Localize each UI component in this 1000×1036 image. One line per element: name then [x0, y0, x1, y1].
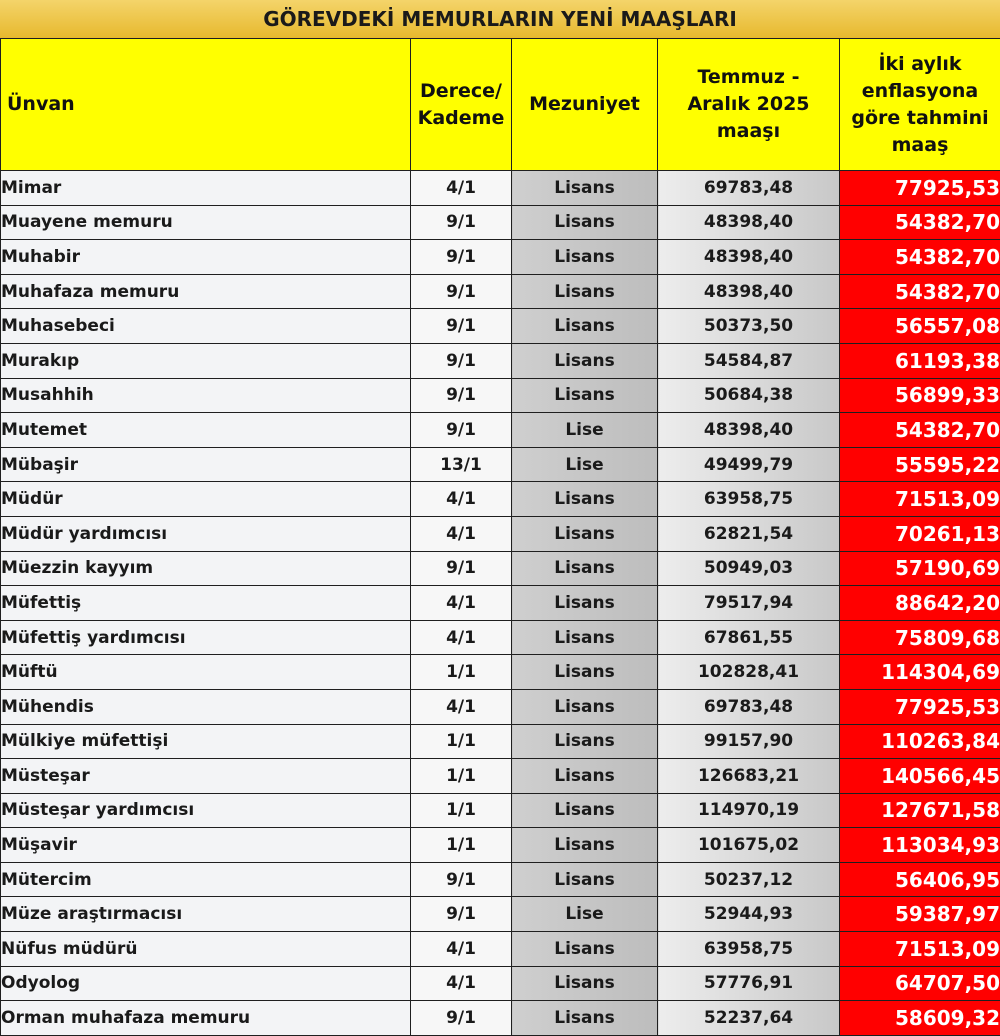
cell-estimated-salary: 77925,53 [840, 689, 1000, 724]
cell-derece-kademe: 4/1 [411, 586, 512, 621]
cell-current-salary: 101675,02 [658, 828, 840, 863]
cell-derece-kademe: 9/1 [411, 897, 512, 932]
table-row [1, 413, 1000, 448]
cell-unvan: Müftü [1, 655, 411, 690]
cell-unvan: Mimar [1, 171, 411, 206]
cell-mezuniyet: Lisans [512, 828, 658, 863]
cell-unvan: Mübaşir [1, 447, 411, 482]
cell-derece-kademe: 1/1 [411, 759, 512, 794]
cell-current-salary: 114970,19 [658, 793, 840, 828]
cell-mezuniyet: Lisans [512, 482, 658, 517]
cell-unvan: Muhabir [1, 240, 411, 275]
table-row [1, 205, 1000, 240]
cell-current-salary: 63958,75 [658, 482, 840, 517]
cell-current-salary: 54584,87 [658, 343, 840, 378]
cell-mezuniyet: Lisans [512, 309, 658, 344]
cell-current-salary: 52237,64 [658, 1001, 840, 1036]
cell-mezuniyet: Lise [512, 413, 658, 448]
cell-derece-kademe: 9/1 [411, 862, 512, 897]
cell-estimated-salary: 127671,58 [840, 793, 1000, 828]
cell-unvan: Muhafaza memuru [1, 274, 411, 309]
salary-table [0, 38, 1000, 1036]
cell-estimated-salary: 140566,45 [840, 759, 1000, 794]
cell-unvan: Müezzin kayyım [1, 551, 411, 586]
cell-estimated-salary: 88642,20 [840, 586, 1000, 621]
cell-current-salary: 102828,41 [658, 655, 840, 690]
cell-estimated-salary: 56899,33 [840, 378, 1000, 413]
cell-derece-kademe: 9/1 [411, 240, 512, 275]
cell-mezuniyet: Lisans [512, 551, 658, 586]
cell-estimated-salary: 54382,70 [840, 413, 1000, 448]
cell-derece-kademe: 4/1 [411, 482, 512, 517]
cell-mezuniyet: Lisans [512, 516, 658, 551]
table-row [1, 482, 1000, 517]
cell-derece-kademe: 4/1 [411, 516, 512, 551]
cell-estimated-salary: 59387,97 [840, 897, 1000, 932]
table-row [1, 620, 1000, 655]
cell-derece-kademe: 9/1 [411, 274, 512, 309]
cell-unvan: Müfettiş [1, 586, 411, 621]
cell-unvan: Müdür [1, 482, 411, 517]
cell-unvan: Müze araştırmacısı [1, 897, 411, 932]
cell-estimated-salary: 54382,70 [840, 240, 1000, 275]
cell-current-salary: 79517,94 [658, 586, 840, 621]
cell-mezuniyet: Lisans [512, 966, 658, 1001]
cell-estimated-salary: 75809,68 [840, 620, 1000, 655]
cell-derece-kademe: 13/1 [411, 447, 512, 482]
cell-mezuniyet: Lisans [512, 862, 658, 897]
cell-unvan: Muhasebeci [1, 309, 411, 344]
cell-mezuniyet: Lisans [512, 586, 658, 621]
header-derece-kademe: Derece/ Kademe [411, 39, 512, 171]
cell-mezuniyet: Lisans [512, 793, 658, 828]
cell-estimated-salary: 54382,70 [840, 205, 1000, 240]
header-mezuniyet: Mezuniyet [512, 39, 658, 171]
cell-current-salary: 69783,48 [658, 171, 840, 206]
cell-estimated-salary: 113034,93 [840, 828, 1000, 863]
cell-current-salary: 48398,40 [658, 240, 840, 275]
cell-mezuniyet: Lisans [512, 1001, 658, 1036]
cell-derece-kademe: 4/1 [411, 966, 512, 1001]
table-row [1, 586, 1000, 621]
cell-mezuniyet: Lise [512, 447, 658, 482]
cell-derece-kademe: 1/1 [411, 655, 512, 690]
cell-current-salary: 67861,55 [658, 620, 840, 655]
cell-derece-kademe: 9/1 [411, 205, 512, 240]
header-unvan: Ünvan [1, 39, 411, 171]
header-row [1, 39, 1000, 171]
cell-current-salary: 57776,91 [658, 966, 840, 1001]
cell-mezuniyet: Lisans [512, 689, 658, 724]
cell-mezuniyet: Lisans [512, 620, 658, 655]
table-row [1, 828, 1000, 863]
cell-current-salary: 48398,40 [658, 274, 840, 309]
cell-unvan: Odyolog [1, 966, 411, 1001]
table-row [1, 655, 1000, 690]
table-row [1, 897, 1000, 932]
cell-estimated-salary: 56557,08 [840, 309, 1000, 344]
cell-unvan: Orman muhafaza memuru [1, 1001, 411, 1036]
cell-derece-kademe: 9/1 [411, 343, 512, 378]
cell-unvan: Mütercim [1, 862, 411, 897]
cell-mezuniyet: Lisans [512, 759, 658, 794]
table-row [1, 274, 1000, 309]
cell-estimated-salary: 77925,53 [840, 171, 1000, 206]
cell-estimated-salary: 61193,38 [840, 343, 1000, 378]
cell-current-salary: 50237,12 [658, 862, 840, 897]
cell-mezuniyet: Lisans [512, 343, 658, 378]
cell-unvan: Müşavir [1, 828, 411, 863]
cell-mezuniyet: Lisans [512, 205, 658, 240]
cell-unvan: Müdür yardımcısı [1, 516, 411, 551]
cell-mezuniyet: Lisans [512, 274, 658, 309]
cell-estimated-salary: 57190,69 [840, 551, 1000, 586]
table-row [1, 447, 1000, 482]
cell-estimated-salary: 114304,69 [840, 655, 1000, 690]
table-row [1, 240, 1000, 275]
cell-derece-kademe: 9/1 [411, 309, 512, 344]
cell-estimated-salary: 71513,09 [840, 482, 1000, 517]
table-row [1, 171, 1000, 206]
table-row [1, 309, 1000, 344]
cell-derece-kademe: 1/1 [411, 793, 512, 828]
cell-current-salary: 52944,93 [658, 897, 840, 932]
cell-current-salary: 69783,48 [658, 689, 840, 724]
cell-derece-kademe: 9/1 [411, 378, 512, 413]
table-row [1, 516, 1000, 551]
cell-derece-kademe: 9/1 [411, 1001, 512, 1036]
cell-current-salary: 48398,40 [658, 413, 840, 448]
table-row [1, 551, 1000, 586]
cell-mezuniyet: Lisans [512, 171, 658, 206]
table-row [1, 862, 1000, 897]
cell-mezuniyet: Lisans [512, 724, 658, 759]
cell-estimated-salary: 55595,22 [840, 447, 1000, 482]
header-current-salary: Temmuz - Aralık 2025 maaşı [658, 39, 840, 171]
table-row [1, 689, 1000, 724]
cell-estimated-salary: 56406,95 [840, 862, 1000, 897]
cell-unvan: Müsteşar yardımcısı [1, 793, 411, 828]
table-row [1, 759, 1000, 794]
table-row [1, 343, 1000, 378]
header-estimated-salary: İki aylık enflasyona göre tahmini maaş [840, 39, 1000, 171]
cell-current-salary: 63958,75 [658, 932, 840, 967]
cell-unvan: Muayene memuru [1, 205, 411, 240]
cell-derece-kademe: 4/1 [411, 689, 512, 724]
cell-current-salary: 49499,79 [658, 447, 840, 482]
cell-mezuniyet: Lisans [512, 240, 658, 275]
cell-derece-kademe: 4/1 [411, 932, 512, 967]
cell-current-salary: 50684,38 [658, 378, 840, 413]
table-row [1, 966, 1000, 1001]
table-row [1, 1001, 1000, 1036]
cell-unvan: Murakıp [1, 343, 411, 378]
cell-unvan: Mühendis [1, 689, 411, 724]
cell-unvan: Müsteşar [1, 759, 411, 794]
cell-estimated-salary: 58609,32 [840, 1001, 1000, 1036]
cell-current-salary: 50949,03 [658, 551, 840, 586]
cell-current-salary: 126683,21 [658, 759, 840, 794]
cell-derece-kademe: 9/1 [411, 413, 512, 448]
cell-unvan: Müfettiş yardımcısı [1, 620, 411, 655]
table-row [1, 793, 1000, 828]
cell-unvan: Mutemet [1, 413, 411, 448]
cell-mezuniyet: Lisans [512, 655, 658, 690]
cell-estimated-salary: 110263,84 [840, 724, 1000, 759]
cell-derece-kademe: 4/1 [411, 171, 512, 206]
cell-estimated-salary: 70261,13 [840, 516, 1000, 551]
cell-current-salary: 50373,50 [658, 309, 840, 344]
table-row [1, 724, 1000, 759]
cell-unvan: Musahhih [1, 378, 411, 413]
table-row [1, 378, 1000, 413]
table-row [1, 932, 1000, 967]
cell-current-salary: 99157,90 [658, 724, 840, 759]
cell-mezuniyet: Lisans [512, 378, 658, 413]
table-title: GÖREVDEKİ MEMURLARIN YENİ MAAŞLARI [0, 0, 1000, 39]
cell-derece-kademe: 1/1 [411, 724, 512, 759]
cell-unvan: Mülkiye müfettişi [1, 724, 411, 759]
cell-unvan: Nüfus müdürü [1, 932, 411, 967]
cell-estimated-salary: 71513,09 [840, 932, 1000, 967]
cell-estimated-salary: 54382,70 [840, 274, 1000, 309]
cell-derece-kademe: 1/1 [411, 828, 512, 863]
cell-estimated-salary: 64707,50 [840, 966, 1000, 1001]
cell-derece-kademe: 4/1 [411, 620, 512, 655]
cell-mezuniyet: Lisans [512, 932, 658, 967]
cell-current-salary: 48398,40 [658, 205, 840, 240]
cell-mezuniyet: Lise [512, 897, 658, 932]
cell-derece-kademe: 9/1 [411, 551, 512, 586]
cell-current-salary: 62821,54 [658, 516, 840, 551]
